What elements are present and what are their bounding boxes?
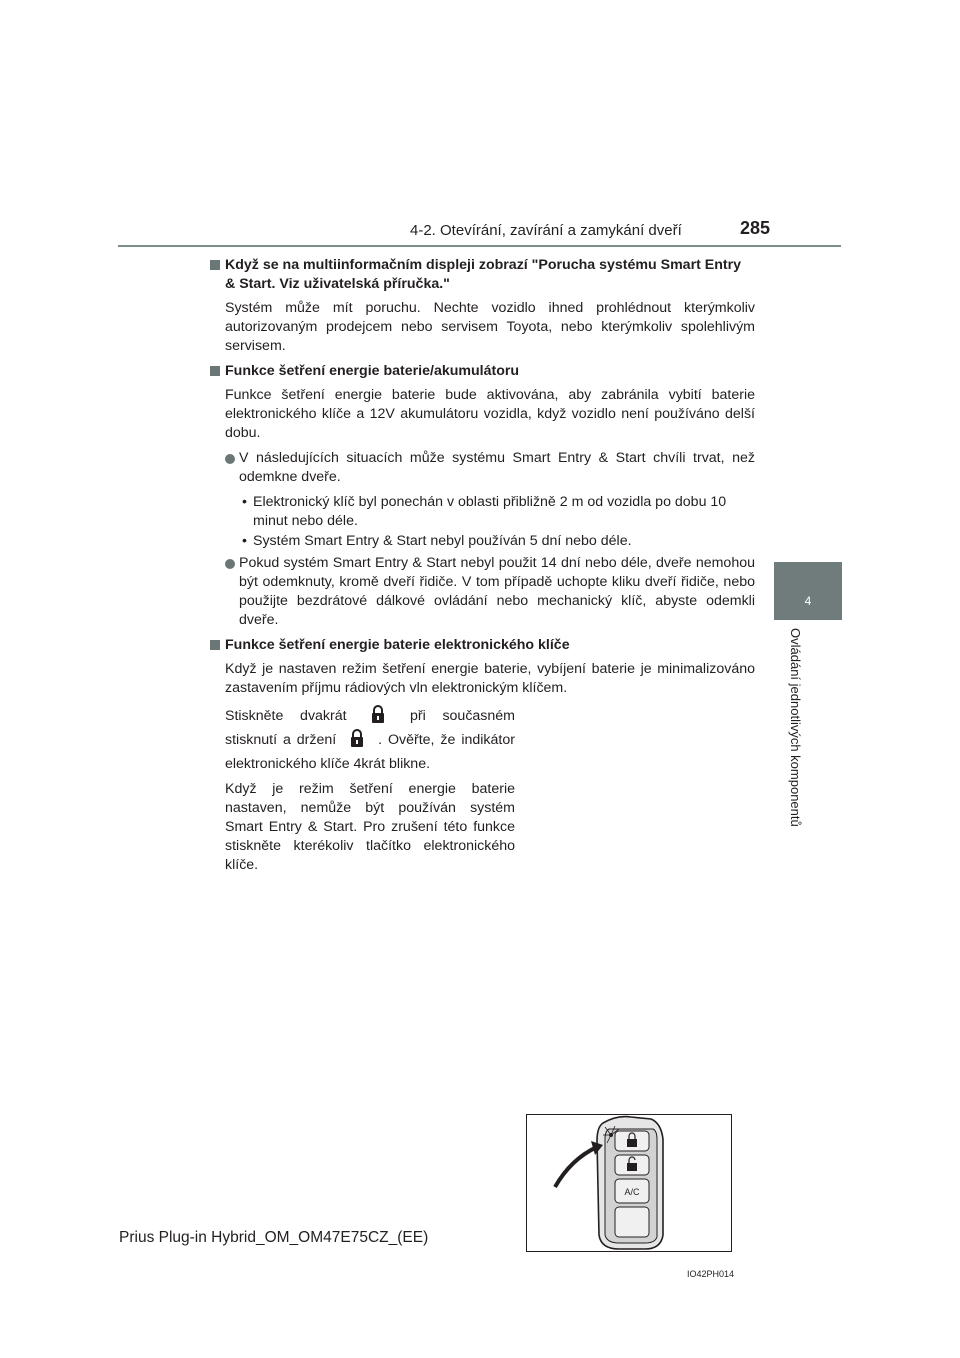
figure-id: IO42PH014 [687, 1269, 735, 1279]
section-heading: Když se na multiinformačním displeji zobrazí "Porucha systému Smart Entry & Start. Viz uživatelská příručka." [210, 256, 755, 294]
footer-text: Prius Plug-in Hybrid_OM_OM47E75CZ_(EE) [119, 1229, 429, 1246]
note-text: Když je režim šetření energie baterie nastaven, nemůže být používán systém Smart Entry & Start. Pro zrušení této funkce stiskněte kterékoliv tlačítko elektronického klíče. [225, 781, 515, 873]
instruction-text: Stiskněte dvakrát při současném stisknutí a držení . Ověřte, že indikátor elektronického klíče 4krát blikne. [225, 704, 515, 776]
lock-icon [342, 728, 372, 748]
chapter-label: Ovládání jednotlivých komponentů [788, 628, 803, 827]
section-body: Funkce šetření energie baterie bude aktivována, aby zabránila vybití baterie elektronického klíče a 12V akumulátoru vozidla, když vozidlo není používáno delší dobu. [225, 387, 755, 441]
round-bullet-icon [225, 454, 235, 464]
instruction-column [210, 704, 515, 875]
sub-list-item: • Elektronický klíč byl ponechán v oblasti přibližně 2 m od vozidla po dobu 10 minut nebo déle. [242, 494, 727, 529]
square-bullet-icon [210, 640, 220, 650]
chapter-tab [774, 562, 842, 620]
round-bullet-icon [225, 559, 235, 569]
section-body: Systém může mít poruchu. Nechte vozidlo ihned prohlédnout kterýmkoliv autorizovaným prodejcem nebo servisem Toyota, nebo kterýmkoliv spolehlivým servisem. [225, 300, 755, 354]
key-fob-illustration [527, 1115, 731, 1251]
chapter-number: 4 [804, 594, 812, 608]
list-item: V následujících situacích může systému Smart Entry & Start chvíli trvat, než odemkne dveře. [210, 449, 755, 487]
ac-button-label: A/C [624, 1187, 640, 1197]
pointer-arrow-icon [555, 1147, 597, 1187]
header-rule [118, 245, 841, 247]
list-item: Pokud systém Smart Entry & Start nebyl použit 14 dní nebo déle, dveře nemohou být odemknuty, kromě dveří řidiče. V tom případě uchopte kliku dveří řidiče, nebo použijte bezdrátové dálkové ovládání nebo mechanický klíč, abyste odemkli dveře. [210, 554, 755, 630]
square-bullet-icon [210, 260, 220, 270]
sub-list-item: • Systém Smart Entry & Start nebyl používán 5 dní nebo déle. [242, 533, 632, 549]
square-bullet-icon [210, 366, 220, 376]
page-number: 285 [740, 218, 771, 238]
key-fob-figure [526, 1114, 735, 1279]
header-section-title: 4-2. Otevírání, zavírání a zamykání dveří [410, 222, 682, 239]
section-heading: Funkce šetření energie baterie/akumulátoru [210, 362, 755, 381]
lock-icon [363, 704, 393, 724]
section-heading: Funkce šetření energie baterie elektronického klíče [210, 636, 755, 655]
section-body: Když je nastaven režim šetření energie baterie, vybíjení baterie je minimalizováno zastavením příjmu rádiových vln elektronickým klíčem. [225, 661, 755, 696]
